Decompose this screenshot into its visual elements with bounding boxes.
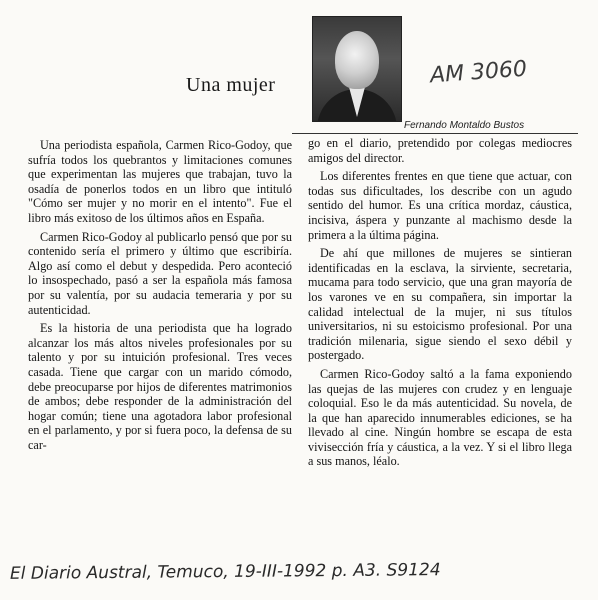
paragraph: De ahí que millones de mujeres se sintieran identificadas en la esclava, la sirviente, secretaria, mucama para todo servicio, que una gran mayoría de los varones ve en su compañera, sin importar la calidad intelectual de la mujer, ni sus títulos universitarios, ni su estoicismo profesional. Por una tradición milenaria, sigue siendo el sexo débil y postergado. bbox=[308, 246, 572, 363]
article-title: Una mujer bbox=[186, 74, 276, 96]
photo-face bbox=[335, 31, 379, 89]
handwritten-source-note: El Diario Austral, Temuco, 19-III-1992 p. A3. S9124 bbox=[9, 560, 441, 584]
handwritten-catalog-number: AM 3060 bbox=[429, 56, 528, 89]
author-photo bbox=[312, 16, 402, 122]
paragraph: Carmen Rico-Godoy saltó a la fama exponiendo las quejas de las mujeres con crudez y en lenguaje coloquial. Eso le da más autenticidad. Su novela, de la que han aparecido innumerables ediciones, se ha llevado al cine. Ningún hombre se escapa de esta vivisección fría y cáustica, a la vez. Y si el libro llega a sus manos, léalo. bbox=[308, 366, 572, 469]
byline-divider bbox=[292, 133, 578, 134]
paragraph: Los diferentes frentes en que tiene que actuar, con todas sus dificultades, los describe con un agudo sentido del humor. Es una crítica mordaz, cáustica, incisiva, áspera y punzante al machismo desde la primera a la última página. bbox=[308, 169, 572, 242]
article-column-right bbox=[308, 136, 572, 473]
paragraph: Carmen Rico-Godoy al publicarlo pensó que por su contenido sería el primero y último que escribiría. Algo así como el debut y despedida. Pero aconteció lo insospechado, pasó a ser la española más famosa por su valentía, por su audacia temeraria y por su autenticidad. bbox=[28, 229, 292, 317]
paragraph: Una periodista española, Carmen Rico-Godoy, que sufría todos los quebrantos y limitaciones comunes que experimentan las mujeres que trabajan, tuvo la osadía de ponerlos todos en un libro que intituló "Cómo ser mujer y no morir en el intento". Fue el libro más exitoso de los últimos años en España. bbox=[28, 138, 292, 225]
author-byline: Fernando Montaldo Bustos bbox=[404, 120, 525, 131]
paragraph: go en el diario, pretendido por colegas mediocres amigos del director. bbox=[308, 136, 572, 165]
article-column-left bbox=[28, 138, 292, 456]
paragraph: Es la historia de una periodista que ha logrado alcanzar los más altos niveles profesionales por su talento y por su intuición profesional. Tres veces casada. Tiene que cargar con un marido cómodo, debe preocuparse por hijos de diferentes matrimonios de ambos; debe responder de la administración del hogar común; tiene una agotadora labor profesional en el parlamento, y por si fuera poco, la defensa de su car- bbox=[28, 321, 292, 452]
